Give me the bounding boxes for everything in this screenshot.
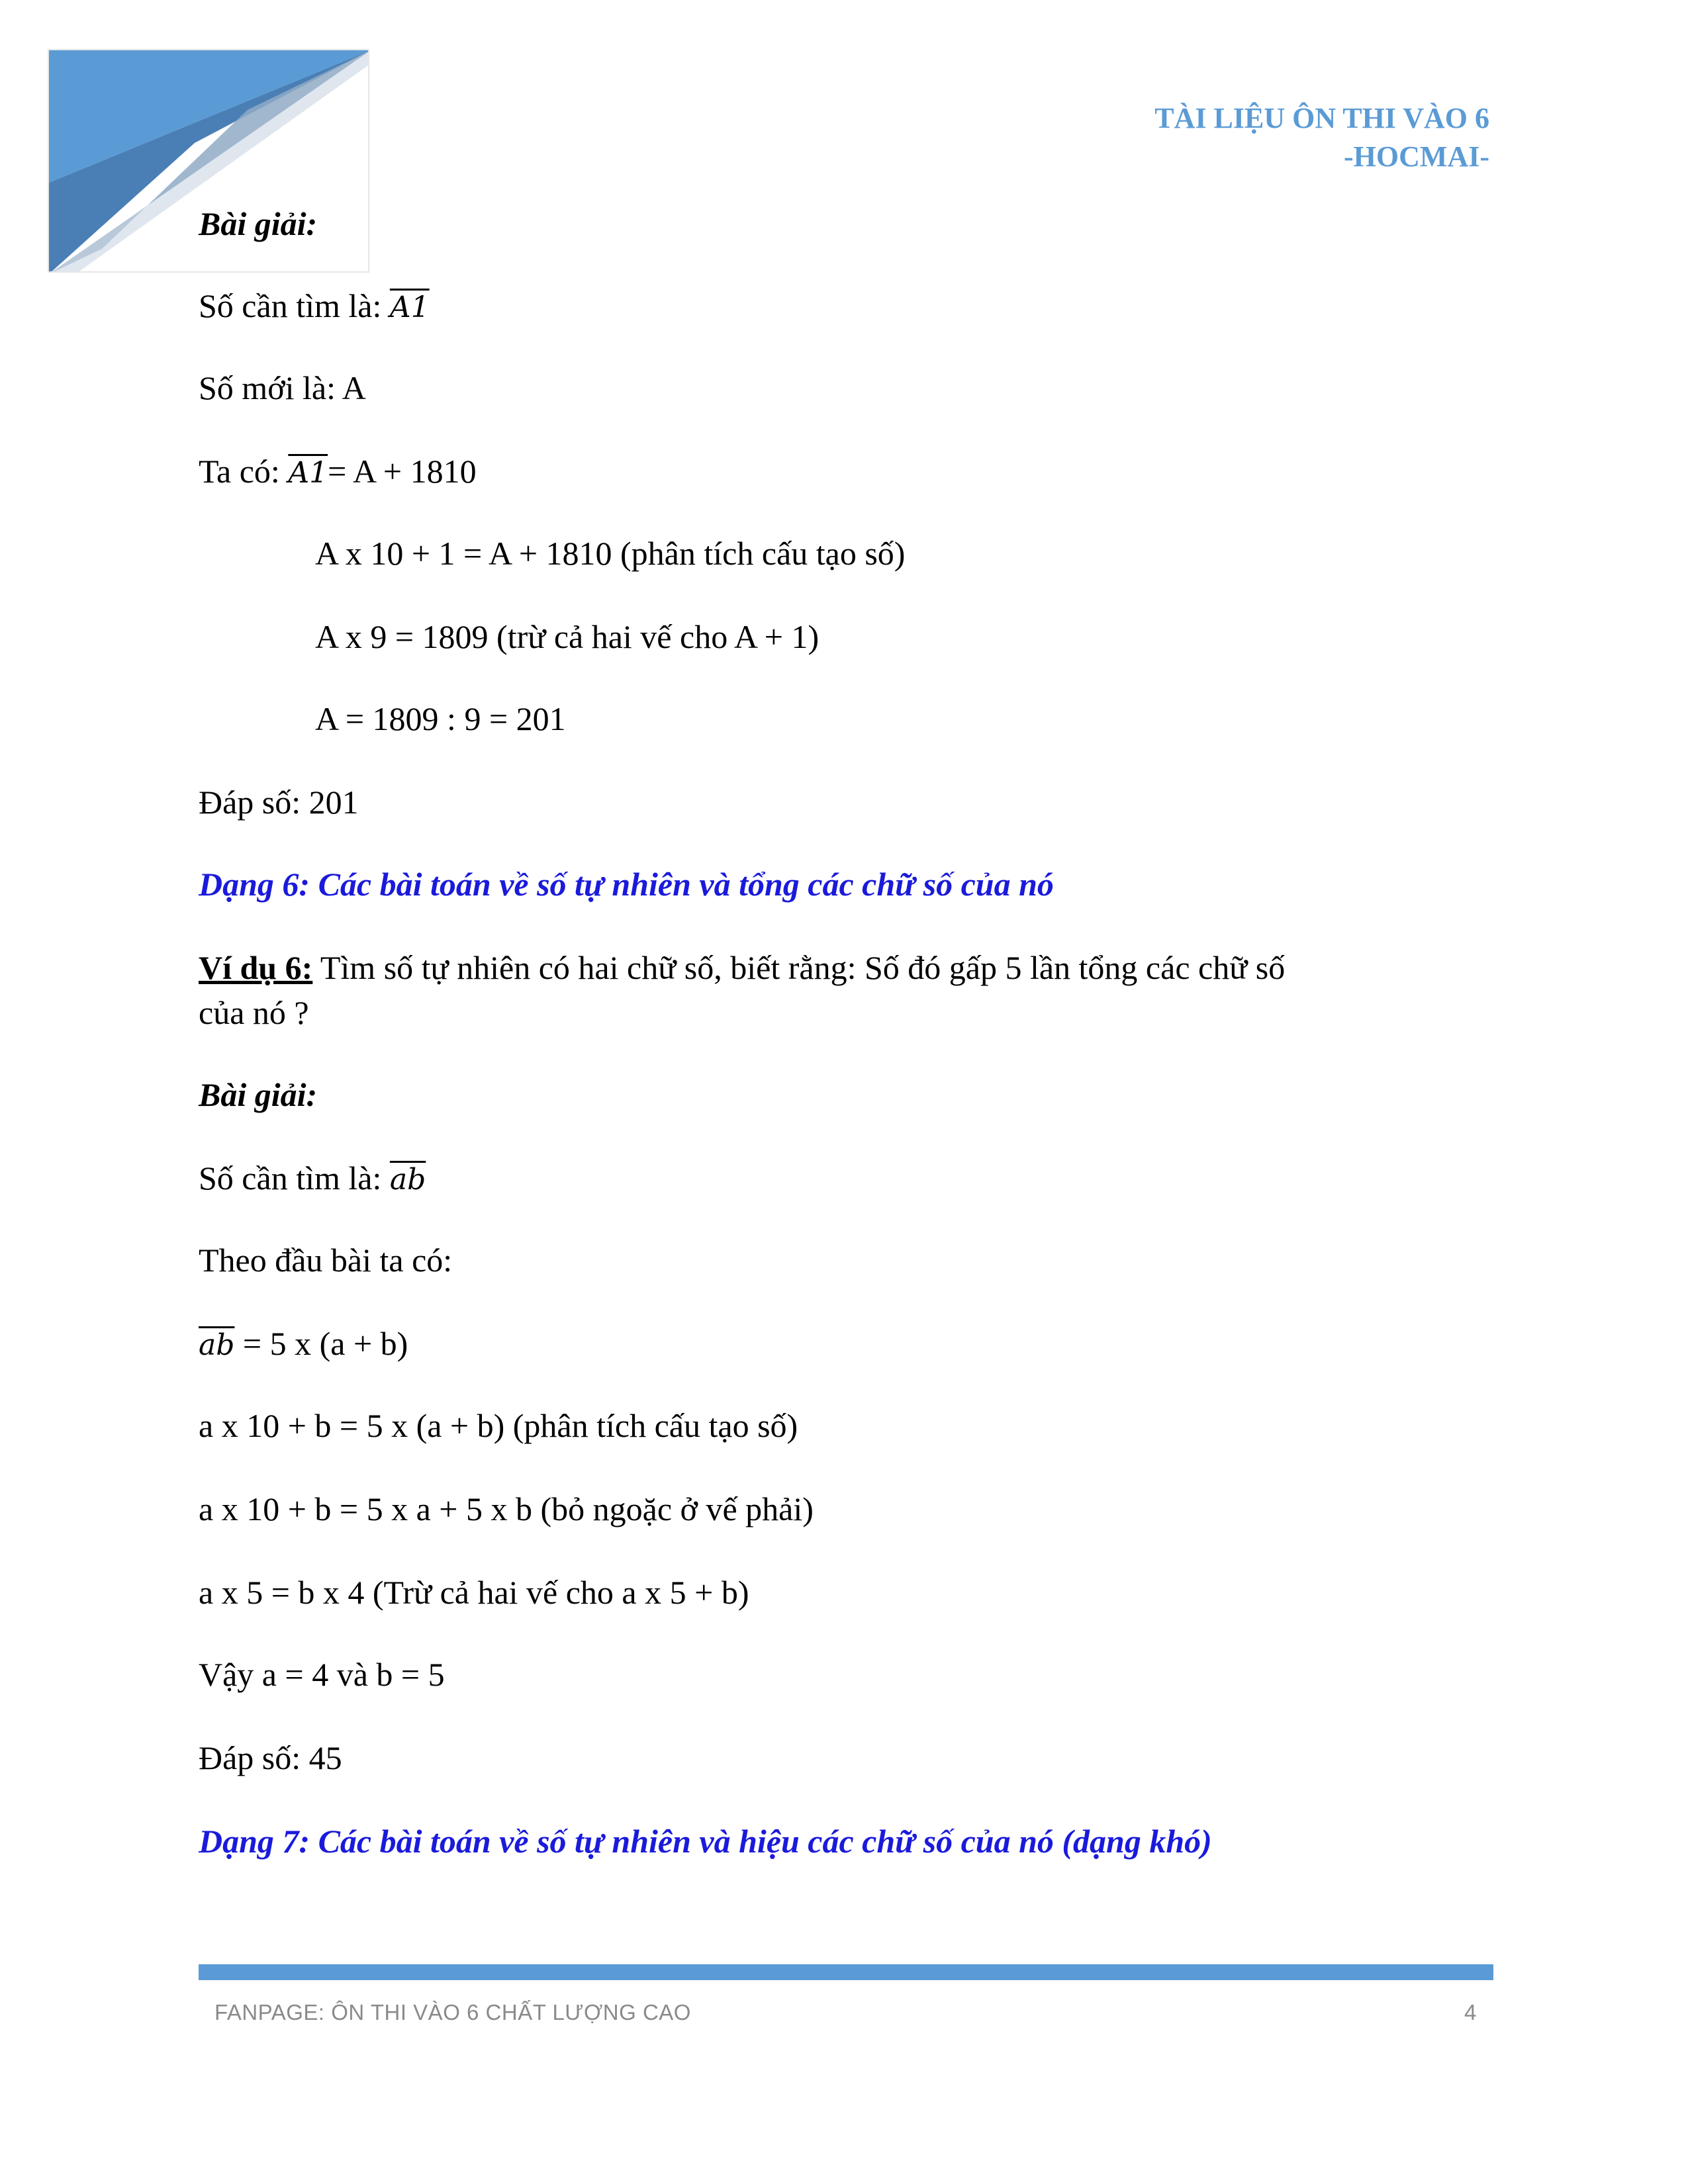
d6-line-1-math: $\overline{ab}$ bbox=[389, 1163, 426, 1197]
header-subtitle: -HOCMAI- bbox=[1344, 140, 1489, 173]
example-6-text-1: Tìm số tự nhiên có hai chữ số, biết rằng: Số đó gấp 5 lần tổng các chữ số bbox=[312, 949, 1286, 986]
page-number: 4 bbox=[1464, 2000, 1477, 2025]
dang7-heading: Dạng 7: Các bài toán về số tự nhiên và hiệu các chữ số của nó (dạng khó) bbox=[199, 1823, 1212, 1860]
s1-line-3-math: A1 bbox=[288, 456, 328, 490]
s1-line-5: A x 9 = 1809 (trừ cả hai vế cho A + 1) bbox=[315, 618, 820, 655]
d6-line-6: a x 5 = b x 4 (Trừ cả hai vế cho a x 5 + b) bbox=[199, 1574, 749, 1611]
s1-line-3-suffix: = A + 1810 bbox=[328, 453, 477, 490]
footer-bar bbox=[199, 1964, 1493, 1980]
footer-text: FANPAGE: ÔN THI VÀO 6 CHẤT LƯỢNG CAO bbox=[214, 2000, 691, 2025]
d6-line-1-prefix: Số cần tìm là: bbox=[199, 1160, 390, 1197]
d6-answer: Đáp số: 45 bbox=[199, 1739, 342, 1776]
example-6 bbox=[199, 948, 1285, 987]
dang6-heading: Dạng 6: Các bài toán về số tự nhiên và tổng các chữ số của nó bbox=[199, 866, 1054, 903]
d6-line-2: Theo đầu bài ta có: bbox=[199, 1242, 453, 1279]
s1-line-4: A x 10 + 1 = A + 1810 (phân tích cấu tạo số) bbox=[315, 535, 906, 572]
d6-line-3-suffix: = 5 x (a + b) bbox=[234, 1325, 408, 1362]
d6-line-5: a x 10 + b = 5 x a + 5 x b (bỏ ngoặc ở vế phải) bbox=[199, 1490, 814, 1527]
document-header bbox=[1154, 99, 1489, 176]
d6-line-4: a x 10 + b = 5 x (a + b) (phân tích cấu tạo số) bbox=[199, 1407, 798, 1444]
header-title: TÀI LIỆU ÔN THI VÀO 6 bbox=[1154, 102, 1489, 134]
s1-line-6: A = 1809 : 9 = 201 bbox=[315, 700, 566, 737]
s1-line-3 bbox=[199, 451, 477, 493]
d6-line-3 bbox=[199, 1324, 408, 1365]
s1-line-1-math: A1 bbox=[389, 291, 430, 324]
s1-line-3-prefix: Ta có: bbox=[199, 453, 289, 490]
solution-label-2: Bài giải: bbox=[199, 1076, 318, 1113]
s1-line-2: Số mới là: A bbox=[199, 369, 366, 406]
s1-line-1 bbox=[199, 286, 430, 328]
d6-line-7: Vậy a = 4 và b = 5 bbox=[199, 1656, 445, 1693]
example-6-label: Ví dụ 6: bbox=[199, 949, 313, 986]
solution-label-1: Bài giải: bbox=[199, 205, 318, 242]
d6-line-3-math: $\overline{ab}$ bbox=[199, 1328, 235, 1362]
example-6-text-2: của nó ? bbox=[199, 994, 309, 1031]
s1-answer: Đáp số: 201 bbox=[199, 784, 359, 821]
d6-line-1 bbox=[199, 1158, 426, 1200]
s1-line-1-prefix: Số cần tìm là: bbox=[199, 287, 390, 324]
